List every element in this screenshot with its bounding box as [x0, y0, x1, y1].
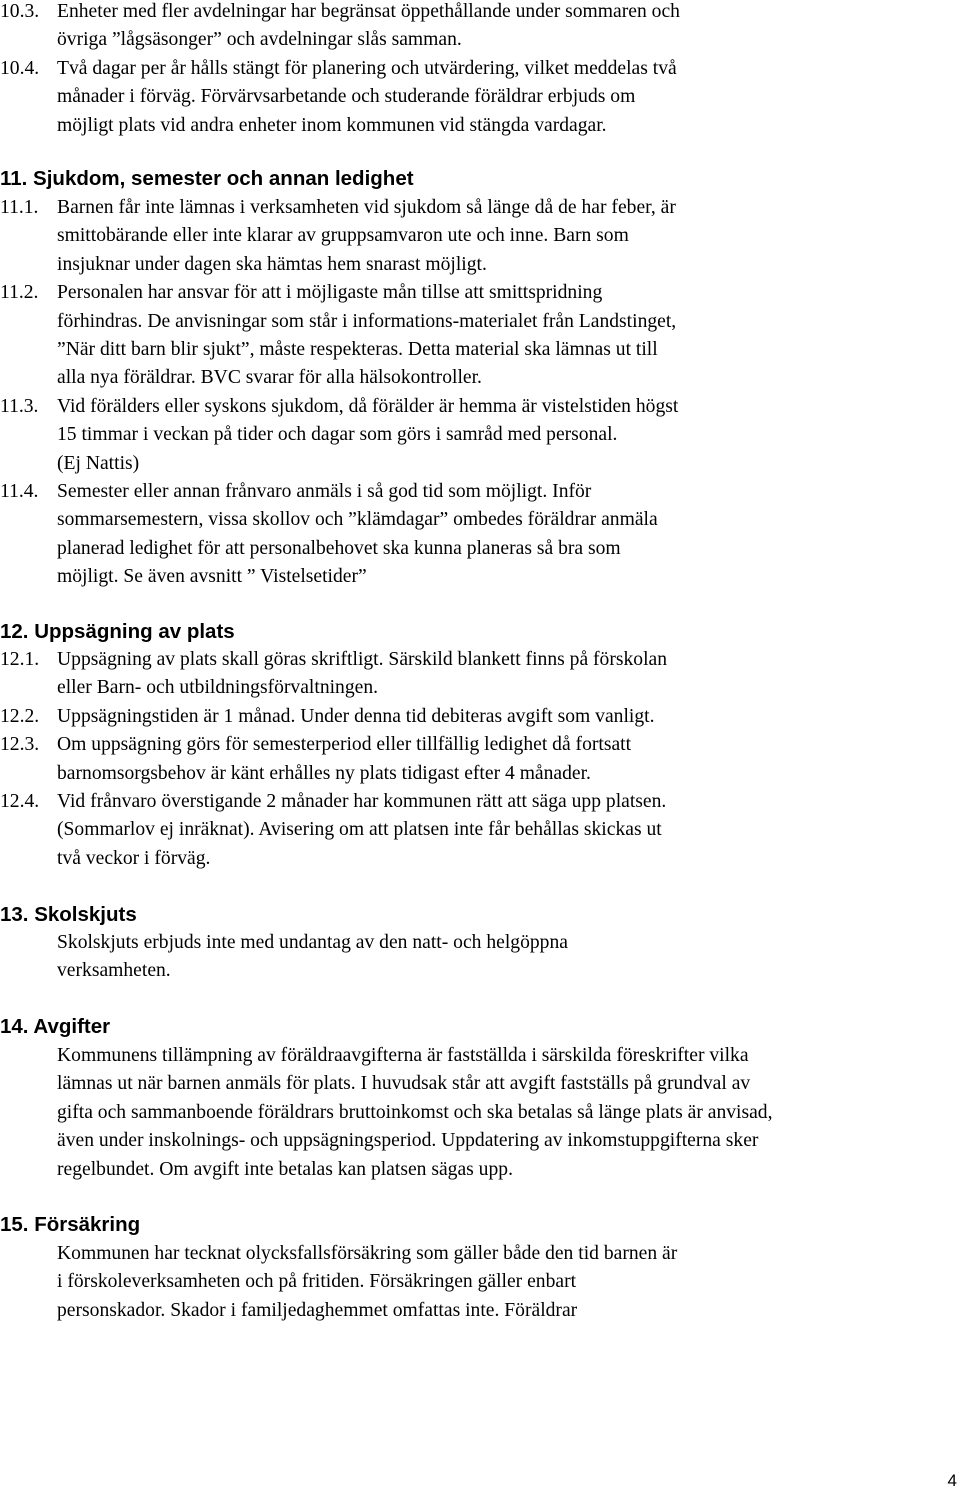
item-text-line: Om uppsägning görs för semesterperiod eller tillfällig ledighet då fortsatt: [57, 734, 632, 756]
item-10-3: [0, 0, 950, 55]
paragraph-line: Kommunen har tecknat olycksfallsförsäkring som gäller både den tid barnen är: [57, 1243, 678, 1264]
item-text-line: Semester eller annan frånvaro anmäls i så god tid som möjligt. Inför: [57, 481, 592, 503]
item-text-line: Barnen får inte lämnas i verksamheten vid sjukdom så länge då de har feber, är: [57, 197, 676, 218]
section-15-heading: 15. Försäkring: [0, 1213, 141, 1236]
item-number: 12.1.: [0, 649, 40, 670]
item-text-line: månader i förväg. Förvärvsarbetande och studerande föräldrar erbjuds om: [57, 86, 636, 108]
item-12-2: [0, 703, 950, 731]
item-text-line: förhindras. De anvisningar som står i informations-materialet från Landstinget,: [57, 310, 677, 332]
item-text-line: alla nya föräldrar. BVC svarar för alla hälsokontroller.: [57, 367, 482, 389]
paragraph-line: lämnas ut när barnen anmäls för plats. I huvudsak står att avgift fastställs på grundval av: [57, 1073, 751, 1095]
paragraph-line: verksamheten.: [57, 960, 171, 982]
item-number: 11.4.: [0, 481, 39, 503]
paragraph-line: i förskoleverksamheten och på fritiden. Försäkringen gäller enbart: [57, 1271, 577, 1293]
paragraph-line: Kommunens tillämpning av föräldraavgifterna är fastställda i särskilda föreskrifter vilka: [57, 1045, 749, 1066]
item-text-line: sommarsemestern, vissa skollov och ”klämdagar” ombedes föräldrar anmäla: [57, 509, 658, 531]
paragraph-line: personskador. Skador i familjedaghemmet omfattas inte. Föräldrar: [57, 1299, 578, 1321]
item-text-line: övriga ”lågsäsonger” och avdelningar slås samman.: [57, 29, 462, 51]
item-text-line: möjligt. Se även avsnitt ” Vistelsetider”: [57, 566, 367, 588]
section-11-items: [0, 194, 950, 592]
item-text-line: Vid frånvaro överstigande 2 månader har kommunen rätt att säga upp platsen.: [57, 791, 667, 813]
paragraph-line: regelbundet. Om avgift inte betalas kan platsen sägas upp.: [57, 1158, 513, 1180]
item-12-3: [0, 731, 950, 788]
page-number: 4: [947, 1471, 957, 1490]
item-11-3: [0, 393, 950, 478]
section-13-text: [57, 929, 568, 986]
item-text-line: 15 timmar i veckan på tider och dagar som görs i samråd med personal.: [57, 424, 618, 446]
item-number: 10.3.: [0, 1, 40, 22]
item-number: 12.4.: [0, 791, 40, 813]
item-number: 12.2.: [0, 705, 40, 727]
item-number: 12.3.: [0, 734, 40, 756]
item-text-line: Personalen har ansvar för att i möjligaste mån tillse att smittspridning: [57, 282, 603, 304]
item-text-line: Vid förälders eller syskons sjukdom, då förälder är hemma är vistelstiden högst: [57, 395, 679, 417]
paragraph-line: Skolskjuts erbjuds inte med undantag av den natt- och helgöppna: [57, 932, 568, 953]
item-text-line: Enheter med fler avdelningar har begränsat öppethållande under sommaren och: [57, 1, 680, 22]
item-text-line: ”När ditt barn blir sjukt”, måste respekteras. Detta material ska lämnas ut till: [57, 339, 658, 361]
item-10-4: [0, 55, 950, 140]
item-text-line: Två dagar per år hålls stängt för planering och utvärdering, vilket meddelas två: [57, 57, 677, 79]
item-text-line: (Ej Nattis): [57, 452, 140, 474]
section-12-heading: 12. Uppsägning av plats: [0, 620, 235, 643]
item-12-4: [0, 788, 950, 873]
item-text-line: Uppsägning av plats skall göras skriftligt. Särskild blankett finns på förskolan: [57, 649, 668, 670]
section-14-heading: 14. Avgifter: [0, 1015, 111, 1038]
item-11-1: [0, 194, 950, 279]
item-number: 11.1.: [0, 197, 39, 218]
item-11-4: [0, 478, 950, 592]
section-10-items: [0, 0, 950, 140]
item-number: 11.2.: [0, 282, 39, 304]
section-15-text: [57, 1240, 677, 1325]
section-14-text: [57, 1042, 773, 1184]
item-text-line: insjuknar under dagen ska hämtas hem snarast möjligt.: [57, 253, 487, 275]
item-text-line: planerad ledighet för att personalbehovet ska kunna planeras så bra som: [57, 537, 621, 559]
item-number: 10.4.: [0, 57, 40, 79]
item-text-line: Uppsägningstiden är 1 månad. Under denna tid debiteras avgift som vanligt.: [57, 705, 655, 727]
section-11-heading: 11. Sjukdom, semester och annan ledighet: [0, 167, 414, 190]
item-11-2: [0, 279, 950, 393]
item-text-line: möjligt plats vid andra enheter inom kommunen vid stängda vardagar.: [57, 114, 607, 136]
item-12-1: [0, 646, 950, 703]
item-text-line: barnomsorgsbehov är känt erhålles ny plats tidigast efter 4 månader.: [57, 762, 591, 784]
item-text-line: smittobärande eller inte klarar av gruppsamvaron ute och inne. Barn som: [57, 225, 629, 247]
section-13-heading: 13. Skolskjuts: [0, 903, 137, 926]
item-text-line: två veckor i förväg.: [57, 847, 211, 869]
item-text-line: eller Barn- och utbildningsförvaltningen.: [57, 677, 379, 699]
item-number: 11.3.: [0, 395, 39, 417]
section-12-items: [0, 646, 950, 873]
paragraph-line: gifta och sammanboende föräldrars bruttoinkomst och ska betalas så länge plats är anvisad,: [57, 1101, 773, 1123]
item-text-line: (Sommarlov ej inräknat). Avisering om att platsen inte får behållas skickas ut: [57, 819, 662, 841]
paragraph-line: även under inskolnings- och uppsägningsperiod. Uppdatering av inkomstuppgifterna sker: [57, 1130, 759, 1152]
